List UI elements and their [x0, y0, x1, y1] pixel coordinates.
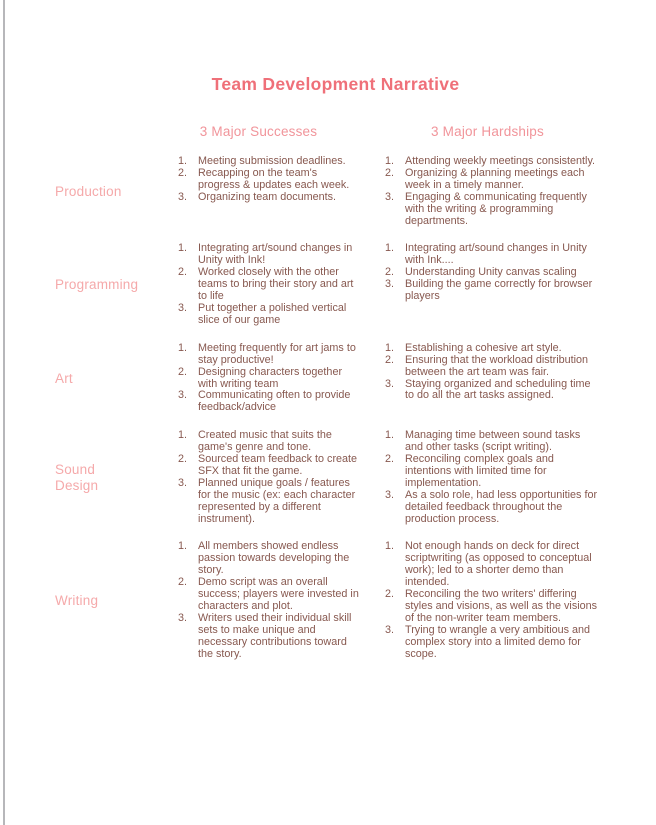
list-item: Communicating often to provide feedback/advice: [198, 389, 351, 414]
list-item: Integrating art/sound changes in Unity with Ink....: [405, 242, 587, 267]
hardships-list: [385, 156, 616, 227]
list-item: Worked closely with the other teams to bring their story and art to life: [198, 266, 354, 303]
list-item: Sourced team feedback to create SFX that fit the game.: [198, 453, 358, 477]
table-row-programming: [55, 243, 616, 326]
successes-list: [178, 430, 385, 525]
list-item: Designing characters together with writing team: [198, 365, 343, 390]
list-item: Meeting submission deadlines.: [198, 155, 346, 167]
list-item: Staying organized and scheduling time to do all the art tasks assigned.: [405, 377, 591, 402]
list-item: Ensuring that the workload distribution between the art team was fair.: [405, 353, 589, 378]
page-left-edge: [3, 0, 5, 825]
successes-list: [178, 541, 385, 660]
list-item: Engaging & communicating frequently with the writing & programming departments.: [405, 190, 587, 227]
successes-list: [178, 156, 385, 204]
list-item: Recapping on the team's progress & updates each week.: [198, 166, 350, 191]
list-item: Integrating art/sound changes in Unity with Ink!: [198, 242, 353, 267]
list-item: Reconciling complex goals and intentions with limited time for implementation.: [405, 453, 554, 489]
list-item: Planned unique goals / features for the music (ex: each character represented by a different instrument).: [198, 476, 356, 525]
page-title: Team Development Narrative: [211, 74, 460, 94]
successes-list: [178, 243, 385, 326]
table-row-writing: [55, 541, 616, 660]
row-label: Art: [55, 370, 73, 386]
row-label: Sound Design: [55, 462, 99, 493]
column-headers: [55, 124, 616, 139]
table-row-sound-design: [55, 430, 616, 525]
list-item: Writers used their individual skill sets to make unique and necessary contributions toward the story.: [198, 611, 352, 660]
list-item: All members showed endless passion towards developing the story.: [198, 540, 350, 577]
hardships-list: [385, 430, 616, 525]
hardships-list: [385, 343, 616, 403]
list-item: Created music that suits the game's genre and tone.: [198, 429, 332, 454]
row-label: Writing: [55, 593, 99, 609]
list-item: Organizing team documents.: [198, 190, 337, 203]
list-item: Trying to wrangle a very ambitious and complex story into a limited demo for scope.: [405, 623, 591, 660]
list-item: Building the game correctly for browser players: [405, 278, 593, 303]
list-item: Not enough hands on deck for direct scriptwriting (as opposed to conceptual work); led to a shorter demo than intended.: [405, 540, 592, 589]
hardships-list: [385, 541, 616, 660]
list-item: Put together a polished vertical slice of our game: [198, 301, 347, 326]
column-header-successes: 3 Major Successes: [199, 124, 318, 139]
row-label: Programming: [55, 277, 139, 293]
table-row-production: [55, 156, 616, 227]
list-item: Meeting frequently for art jams to stay productive!: [198, 341, 356, 366]
list-item: Establishing a cohesive art style.: [405, 341, 562, 354]
successes-list: [178, 343, 385, 414]
row-label: Production: [55, 183, 122, 199]
list-item: Attending weekly meetings consistently.: [405, 155, 596, 167]
list-item: Understanding Unity canvas scaling: [405, 266, 577, 279]
list-item: Organizing & planning meetings each week in a timely manner.: [405, 166, 585, 191]
list-item: Managing time between sound tasks and other tasks (script writing).: [405, 429, 581, 454]
list-item: Demo script was an overall success; players were invested in characters and plot.: [198, 576, 359, 612]
table-row-art: [55, 343, 616, 414]
hardships-list: [385, 243, 616, 303]
list-item: Reconciling the two writers' differing styles and visions, as well as the visions of the non-writer team members.: [405, 588, 598, 624]
list-item: As a solo role, had less opportunities for detailed feedback throughout the production process.: [405, 488, 598, 525]
column-header-hardships: 3 Major Hardships: [431, 124, 544, 139]
